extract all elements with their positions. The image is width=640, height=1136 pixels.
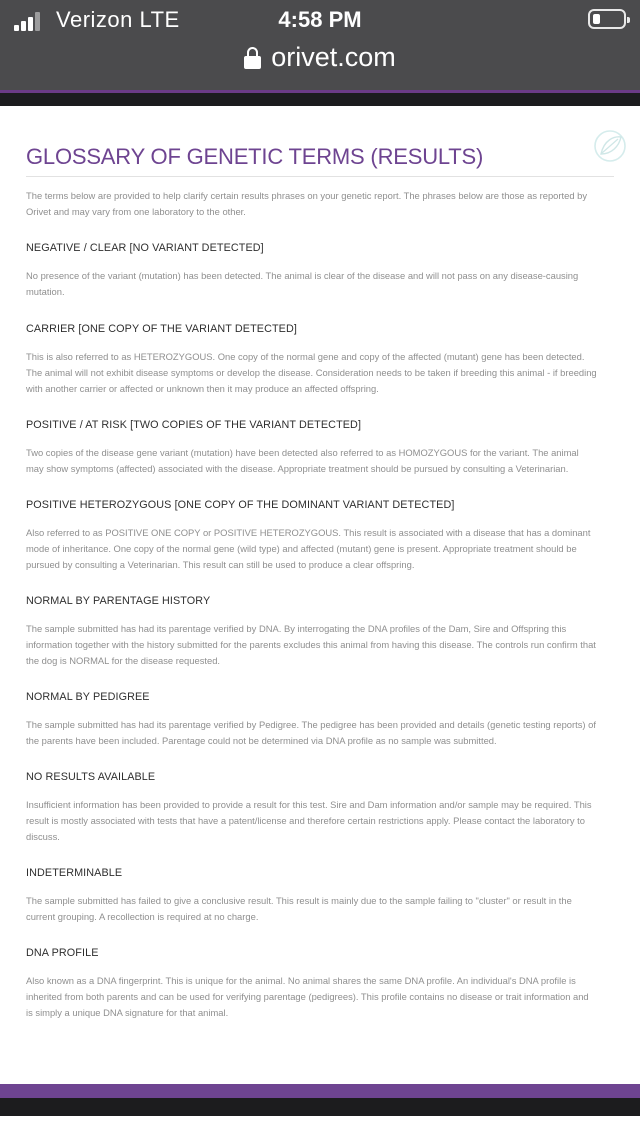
glossary-definition: Also referred to as POSITIVE ONE COPY or POSITIVE HETEROZYGOUS. This result is associated with a disease that has a dominant mode of inheritance. One copy of the normal gene (wild type) and affected (mutant) gene is present. Appropriate treatment should be pursued by consulting a Veterinarian. This result can still be used to produce a clear offspring.: [26, 527, 591, 570]
browser-chrome: [0, 0, 640, 90]
glossary-term: INDETERMINABLE: [26, 867, 123, 879]
glossary-entry: [26, 242, 598, 300]
glossary-definition: The sample submitted has had its parentage verified by DNA. By interrogating the DNA profiles of the Dam, Sire and Offspring this information together with the history submitted for the parents excludes this animal from having this disease. The controls run confirm that the dog is NORMAL for the disease requested.: [26, 623, 596, 666]
lock-icon: [244, 47, 261, 69]
glossary-definition: The sample submitted has had its parentage verified by Pedigree. The pedigree has been provided and details (genetic testing reports) of the parents have been included. Parentage could not be determined via DNA profile as no sample was submitted.: [26, 719, 596, 746]
glossary-content: [26, 188, 598, 1021]
glossary-definition: No presence of the variant (mutation) has been detected. The animal is clear of the disease and will not pass on any disease-causing mutation.: [26, 270, 579, 297]
status-time: 4:58 PM: [278, 7, 362, 32]
glossary-definition: This is also referred to as HETEROZYGOUS. One copy of the normal gene and copy of the affected (mutant) gene has been detected. The animal will not exhibit disease symptoms or develop the disease. Consideration needs to be taken if breeding this animal - if breeding with another carrier or affected or unknown then it may produce an affected offspring.: [26, 351, 597, 394]
battery-icon: [588, 9, 626, 29]
glossary-term: NORMAL BY PARENTAGE HISTORY: [26, 595, 211, 607]
glossary-entry: [26, 947, 598, 1021]
page-footer-accent: [0, 1084, 640, 1098]
glossary-definition: The sample submitted has failed to give a conclusive result. This result is mainly due to the sample failing to "cluster" or result in the current grouping. A recollection is required at no charge.: [26, 895, 572, 922]
address-bar[interactable]: [0, 40, 640, 84]
glossary-definition: Insufficient information has been provided to provide a result for this test. Sire and Dam information and/or sample may be required. This result is mostly associated with tests that have a patent/license and therefore certain restrictions apply. Please contact the laboratory to discuss.: [26, 799, 592, 842]
carrier-label: Verizon LTE: [56, 7, 180, 32]
glossary-term: NO RESULTS AVAILABLE: [26, 771, 156, 783]
page-title: GLOSSARY OF GENETIC TERMS (RESULTS): [26, 144, 484, 169]
status-bar: [0, 0, 640, 44]
glossary-term: CARRIER [ONE COPY OF THE VARIANT DETECTED]: [26, 323, 297, 335]
glossary-entry: [26, 323, 598, 397]
glossary-term: POSITIVE / AT RISK [TWO COPIES OF THE VARIANT DETECTED]: [26, 419, 362, 431]
glossary-term: NORMAL BY PEDIGREE: [26, 691, 150, 703]
battery-level: [593, 14, 600, 24]
glossary-entry: [26, 867, 598, 925]
bottom-margin: [0, 1116, 640, 1136]
glossary-term: POSITIVE HETEROZYGOUS [ONE COPY OF THE DOMINANT VARIANT DETECTED]: [26, 499, 455, 511]
document-page: [0, 106, 640, 1084]
glossary-definition: Two copies of the disease gene variant (mutation) have been detected also referred to as HOMOZYGOUS for the variant. The animal may show symptoms (affected) associated with the disease. Appropriate treatment should be pursued by consulting a Veterinarian.: [26, 447, 579, 474]
glossary-term: NEGATIVE / CLEAR [NO VARIANT DETECTED]: [26, 242, 264, 254]
glossary-definition: Also known as a DNA fingerprint. This is unique for the animal. No animal shares the same DNA profile. An individual's DNA profile is inherited from both parents and can be used for verifying parentage (pedigrees). This profile contains no disease or trait information and is simply a unique DNA signature for that animal.: [26, 975, 589, 1018]
page-top-accent: [0, 90, 640, 93]
glossary-entry: [26, 499, 598, 573]
orivet-leaf-logo-icon: [592, 128, 628, 164]
glossary-entry: [26, 691, 598, 749]
glossary-entry: [26, 771, 598, 845]
glossary-entry: [26, 595, 598, 669]
url-text[interactable]: orivet.com: [271, 42, 396, 72]
page-bottom-band: [0, 1098, 640, 1116]
glossary-term: DNA PROFILE: [26, 947, 99, 959]
intro-text: The terms below are provided to help clarify certain results phrases on your genetic report. The phrases below are those as reported by Orivet and may vary from one laboratory to the other.: [26, 190, 588, 217]
title-divider: [26, 176, 614, 177]
glossary-entry: [26, 419, 598, 477]
